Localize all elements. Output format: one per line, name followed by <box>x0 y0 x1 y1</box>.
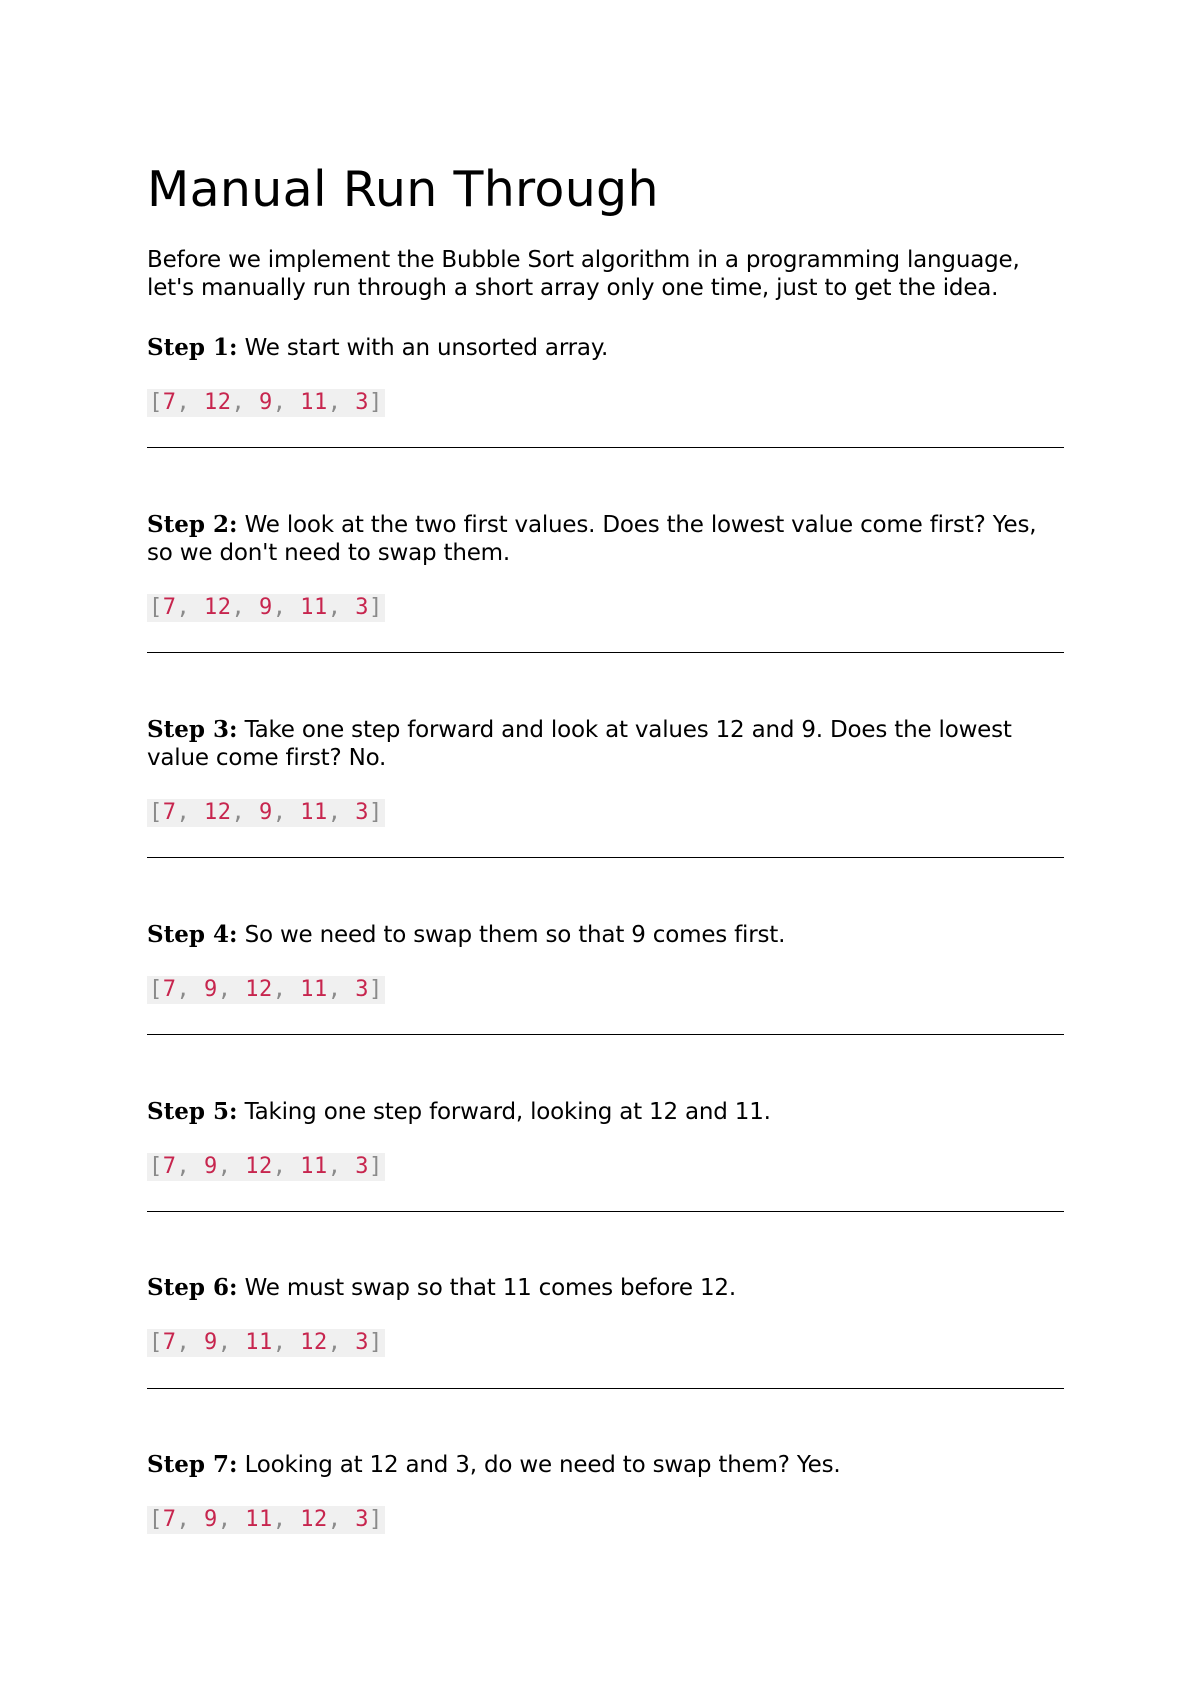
step-5-description: Taking one step forward, looking at 12 and 11. <box>237 1099 771 1125</box>
array-value: 12 <box>204 390 232 415</box>
array-value: 12 <box>204 800 232 825</box>
array-value: 3 <box>355 390 369 415</box>
step-5-array <box>147 1153 385 1181</box>
array-value: 9 <box>259 595 273 620</box>
array-value: 3 <box>355 595 369 620</box>
array-value: 3 <box>355 1330 369 1355</box>
page-title: Manual Run Through <box>147 161 659 218</box>
array-value: 3 <box>355 1154 369 1179</box>
step-2-description: We look at the two first values. Does the lowest value come first? Yes, so we don't need to swap them. <box>147 512 1037 566</box>
divider-5 <box>147 1211 1064 1212</box>
array-separator: , <box>176 977 204 1002</box>
array-separator: , <box>272 595 301 620</box>
array-close-bracket: ] <box>369 390 383 415</box>
array-value: 7 <box>162 800 177 825</box>
array-separator: , <box>272 390 301 415</box>
array-separator: , <box>272 800 301 825</box>
step-1-description: We start with an unsorted array. <box>237 335 609 361</box>
array-value: 12 <box>300 1330 328 1355</box>
array-separator: , <box>217 977 246 1002</box>
array-separator: , <box>327 1507 356 1532</box>
array-separator: , <box>231 800 259 825</box>
array-value: 12 <box>300 1507 328 1532</box>
document-page <box>147 160 1064 1532</box>
step-5-text <box>147 1098 1064 1126</box>
step-3-array <box>147 799 385 827</box>
array-value: 11 <box>245 1507 273 1532</box>
divider-4 <box>147 1034 1064 1035</box>
step-1-text <box>147 334 1064 362</box>
array-close-bracket: ] <box>369 1507 383 1532</box>
array-value: 3 <box>355 1507 369 1532</box>
array-value: 7 <box>162 1507 177 1532</box>
array-value: 7 <box>162 1154 177 1179</box>
step-5-label: Step 5: <box>147 1098 238 1125</box>
array-value: 7 <box>162 390 177 415</box>
step-6-description: We must swap so that 11 comes before 12. <box>237 1275 736 1301</box>
step-1-array <box>147 389 385 417</box>
step-3 <box>147 716 1064 827</box>
array-value: 11 <box>300 595 328 620</box>
array-separator: , <box>217 1507 246 1532</box>
array-value: 12 <box>204 595 232 620</box>
step-4-label: Step 4: <box>147 921 238 948</box>
array-separator: , <box>176 800 204 825</box>
step-6-text <box>147 1274 1064 1302</box>
array-value: 9 <box>204 1330 218 1355</box>
array-separator: , <box>231 390 259 415</box>
array-open-bracket: [ <box>149 1507 163 1532</box>
array-value: 12 <box>245 977 273 1002</box>
divider-1 <box>147 447 1064 448</box>
intro-paragraph: Before we implement the Bubble Sort algorithm in a programming language, let's manually run through a short array only one time, just to get the idea. <box>147 247 1020 301</box>
array-separator: , <box>327 1154 356 1179</box>
step-4 <box>147 921 1064 1004</box>
array-separator: , <box>327 800 356 825</box>
array-value: 11 <box>245 1330 273 1355</box>
array-separator: , <box>176 1507 204 1532</box>
array-value: 7 <box>162 595 177 620</box>
array-close-bracket: ] <box>369 595 383 620</box>
array-value: 11 <box>300 800 328 825</box>
array-separator: , <box>327 1330 356 1355</box>
array-separator: , <box>272 1154 301 1179</box>
step-2-text <box>147 511 1064 567</box>
array-value: 11 <box>300 390 328 415</box>
array-value: 3 <box>355 800 369 825</box>
step-6-array <box>147 1329 385 1357</box>
array-separator: , <box>176 1330 204 1355</box>
array-value: 3 <box>355 977 369 1002</box>
step-7-label: Step 7: <box>147 1451 238 1478</box>
array-value: 12 <box>245 1154 273 1179</box>
step-7 <box>147 1451 1064 1534</box>
array-separator: , <box>176 390 204 415</box>
array-value: 9 <box>259 800 273 825</box>
step-4-array <box>147 976 385 1004</box>
array-open-bracket: [ <box>149 1154 163 1179</box>
step-2 <box>147 511 1064 622</box>
array-separator: , <box>272 1507 301 1532</box>
step-3-label: Step 3: <box>147 716 238 743</box>
step-2-label: Step 2: <box>147 511 238 538</box>
step-4-description: So we need to swap them so that 9 comes first. <box>237 922 786 948</box>
array-open-bracket: [ <box>149 977 163 1002</box>
array-separator: , <box>327 977 356 1002</box>
array-separator: , <box>176 1154 204 1179</box>
step-7-array <box>147 1506 385 1534</box>
array-value: 7 <box>162 1330 177 1355</box>
step-1 <box>147 334 1064 417</box>
array-open-bracket: [ <box>149 800 163 825</box>
array-value: 9 <box>204 1154 218 1179</box>
step-2-array <box>147 594 385 622</box>
step-6 <box>147 1274 1064 1357</box>
array-close-bracket: ] <box>369 977 383 1002</box>
array-open-bracket: [ <box>149 595 163 620</box>
array-value: 7 <box>162 977 177 1002</box>
divider-3 <box>147 857 1064 858</box>
array-separator: , <box>272 977 301 1002</box>
array-separator: , <box>217 1154 246 1179</box>
array-open-bracket: [ <box>149 1330 163 1355</box>
array-separator: , <box>327 390 356 415</box>
array-separator: , <box>176 595 204 620</box>
step-1-label: Step 1: <box>147 334 238 361</box>
array-value: 9 <box>204 977 218 1002</box>
divider-2 <box>147 652 1064 653</box>
step-5 <box>147 1098 1064 1181</box>
step-7-text <box>147 1451 1064 1479</box>
step-3-text <box>147 716 1064 772</box>
array-value: 9 <box>259 390 273 415</box>
step-3-description: Take one step forward and look at values 12 and 9. Does the lowest value come first? No. <box>147 717 1012 771</box>
array-open-bracket: [ <box>149 390 163 415</box>
array-close-bracket: ] <box>369 1330 383 1355</box>
step-4-text <box>147 921 1064 949</box>
array-close-bracket: ] <box>369 1154 383 1179</box>
array-value: 11 <box>300 1154 328 1179</box>
array-separator: , <box>272 1330 301 1355</box>
array-value: 9 <box>204 1507 218 1532</box>
divider-6 <box>147 1388 1064 1389</box>
step-6-label: Step 6: <box>147 1274 238 1301</box>
array-separator: , <box>231 595 259 620</box>
array-separator: , <box>327 595 356 620</box>
array-value: 11 <box>300 977 328 1002</box>
step-7-description: Looking at 12 and 3, do we need to swap them? Yes. <box>237 1452 841 1478</box>
array-separator: , <box>217 1330 246 1355</box>
array-close-bracket: ] <box>369 800 383 825</box>
